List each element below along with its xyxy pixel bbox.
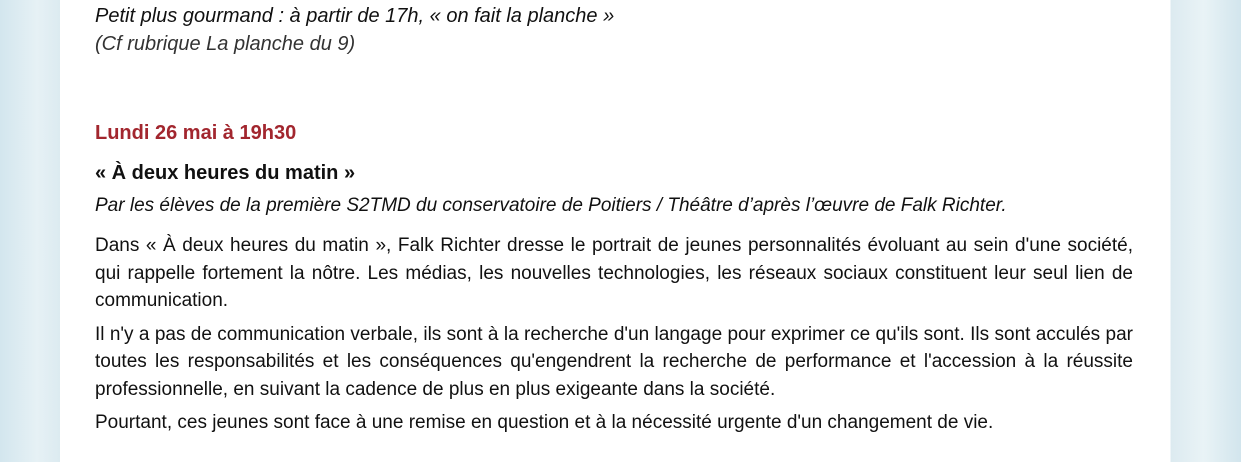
description-paragraph: Dans « À deux heures du matin », Falk Richter dresse le portrait de jeunes personnalités évoluant au sein d'une société, qui rappelle fortement la nôtre. Les médias, les nouvelles technologies, les réseaux sociaux constituent leur seul lien de communication. <box>95 235 1133 311</box>
event-description <box>95 232 1133 443</box>
event-date: Lundi 26 mai à 19h30 <box>95 122 297 144</box>
event-title: « À deux heures du matin » <box>95 162 356 184</box>
article-content <box>95 0 1133 433</box>
event-credits: Par les élèves de la première S2TMD du conservatoire de Poitiers / Théâtre d’après l’œuvre de Falk Richter. <box>95 195 1007 216</box>
intro-reference-line: (Cf rubrique La planche du 9) <box>95 33 356 55</box>
intro-gourmand-line: Petit plus gourmand : à partir de 17h, « on fait la planche » <box>95 5 615 27</box>
description-paragraph: Il n'y a pas de communication verbale, ils sont à la recherche d'un langage pour exprimer ce qu'ils sont. Ils sont acculés par toutes les responsabilités et les conséquences qu'engendrent la recherche de performance et l'accession à la réussite professionnelle, en suivant la cadence de plus en plus exigeante dans la société. <box>95 323 1133 400</box>
description-paragraph: Pourtant, ces jeunes sont face à une remise en question et à la nécessité urgente d'un changement de vie. <box>95 412 994 433</box>
